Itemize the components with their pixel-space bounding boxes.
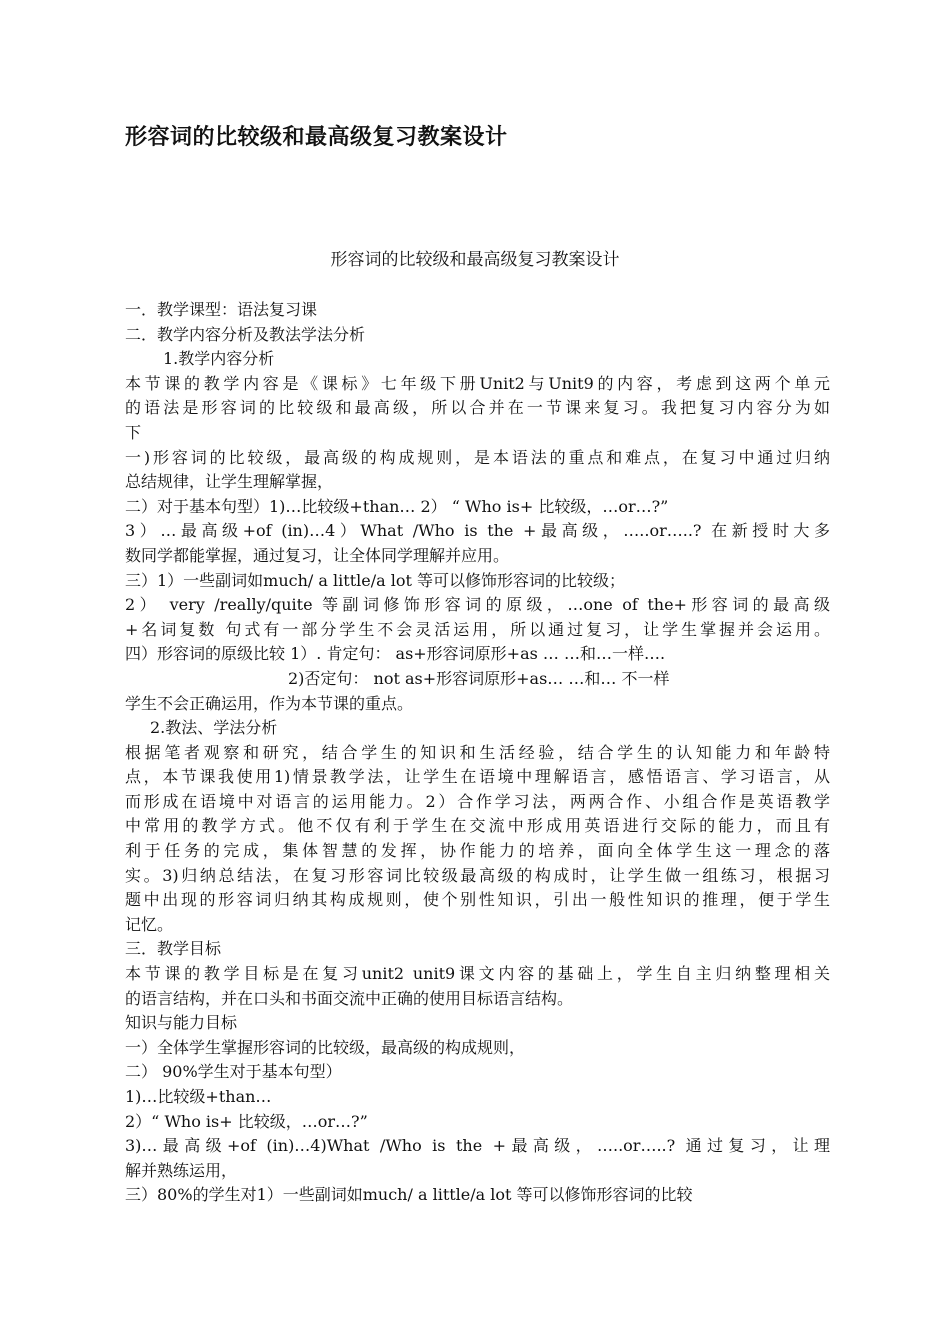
- text-line: 三）80%的学生对1）一些副词如much/ a little/a lot 等可以修饰形容词的比较: [125, 1185, 693, 1205]
- text-line: 学生不会正确运用，作为本节课的重点。: [125, 693, 414, 713]
- text-line: 点，本节课我使用1)情景教学法，让学生在语境中理解语言，感悟语言、学习语言，从: [125, 767, 830, 787]
- text-line: 2） very /really/quite 等副词修饰形容词的原级，…one of the+形容词的最高级: [125, 595, 830, 615]
- text-line: 一．教学课型：语法复习课: [125, 300, 318, 319]
- text-line: 本节课的教学目标是在复习unit2 unit9课文内容的基础上，学生自主归纳整理相关: [125, 964, 830, 984]
- text-line: 一)形容词的比较级，最高级的构成规则，是本语法的重点和难点，在复习中通过归纳: [125, 447, 830, 467]
- text-line: +名词复数 句式有一部分学生不会灵活运用，所以通过复习，让学生掌握并会运用。: [125, 619, 830, 639]
- text-line: 2)否定句： not as+形容词原形+as… …和… 不一样: [288, 668, 670, 688]
- text-line: 3)…最高级+of (in)…4)What /Who is the +最高级，…..or…..? 通过复习，让理: [125, 1136, 830, 1156]
- text-line: 利于任务的完成，集体智慧的发挥，协作能力的培养，面向全体学生这一理念的落: [125, 841, 830, 861]
- text-line: 解并熟练运用，: [125, 1160, 238, 1180]
- text-line: 数同学都能掌握，通过复习，让全体同学理解并应用。: [125, 545, 510, 565]
- text-line: 3）…最高级+of (in)…4）What /Who is the +最高级，…..or…..? 在新授时大多: [125, 521, 830, 541]
- text-line: 知识与能力目标: [125, 1013, 238, 1033]
- text-line: 二）对于基本句型）1)…比较级+than… 2） “ Who is+ 比较级，…or…?”: [125, 496, 669, 516]
- text-line: 根据笔者观察和研究，结合学生的知识和生活经验，结合学生的认知能力和年龄特: [125, 742, 830, 762]
- text-line: 二） 90%学生对于基本句型）: [125, 1062, 342, 1082]
- text-line: 下: [125, 422, 142, 442]
- text-line: 1)…比较级+than…: [125, 1087, 272, 1106]
- text-line: 中常用的教学方式。他不仅有利于学生在交流中形成用英语进行交际的能力，而且有: [125, 816, 830, 836]
- text-line: 2）“ Who is+ 比较级，…or…?”: [125, 1111, 368, 1131]
- text-line: 的语法是形容词的比较级和最高级，所以合并在一节课来复习。我把复习内容分为如: [125, 398, 830, 418]
- text-line: 三）1）一些副词如much/ a little/a lot 等可以修饰形容词的比较级；: [125, 570, 625, 590]
- text-line: 2.教法、学法分析: [150, 718, 278, 738]
- text-line: 题中出现的形容词归纳其构成规则，使个别性知识，引出一般性知识的推理，便于学生: [125, 890, 830, 910]
- text-line: 的语言结构，并在口头和书面交流中正确的使用目标语言结构。: [125, 988, 574, 1008]
- document-title: 形容词的比较级和最高级复习教案设计: [125, 125, 508, 150]
- text-line: 而形成在语境中对语言的运用能力。2）合作学习法，两两合作、小组合作是英语教学: [125, 791, 830, 811]
- text-line: 一）全体学生掌握形容词的比较级，最高级的构成规则，: [125, 1037, 526, 1057]
- text-line: 记忆。: [125, 914, 174, 934]
- text-line: 四）形容词的原级比较 1）. 肯定句： as+形容词原形+as … …和…一样….: [125, 644, 666, 664]
- text-line: 总结规律，让学生理解掌握，: [125, 472, 334, 492]
- lesson-plan-body: [125, 298, 830, 1208]
- lesson-plan-title: 形容词的比较级和最高级复习教案设计: [330, 250, 620, 270]
- text-line: 二．教学内容分析及教法学法分析: [125, 324, 366, 344]
- text-line: 三．教学目标: [125, 939, 222, 959]
- text-line: 本节课的教学内容是《课标》七年级下册Unit2与Unit9的内容，考虑到这两个单元: [125, 373, 830, 393]
- text-line: 1.教学内容分析: [163, 349, 275, 369]
- text-line: 实。3)归纳总结法，在复习形容词比较级最高级的构成时，让学生做一组练习，根据习: [125, 865, 830, 885]
